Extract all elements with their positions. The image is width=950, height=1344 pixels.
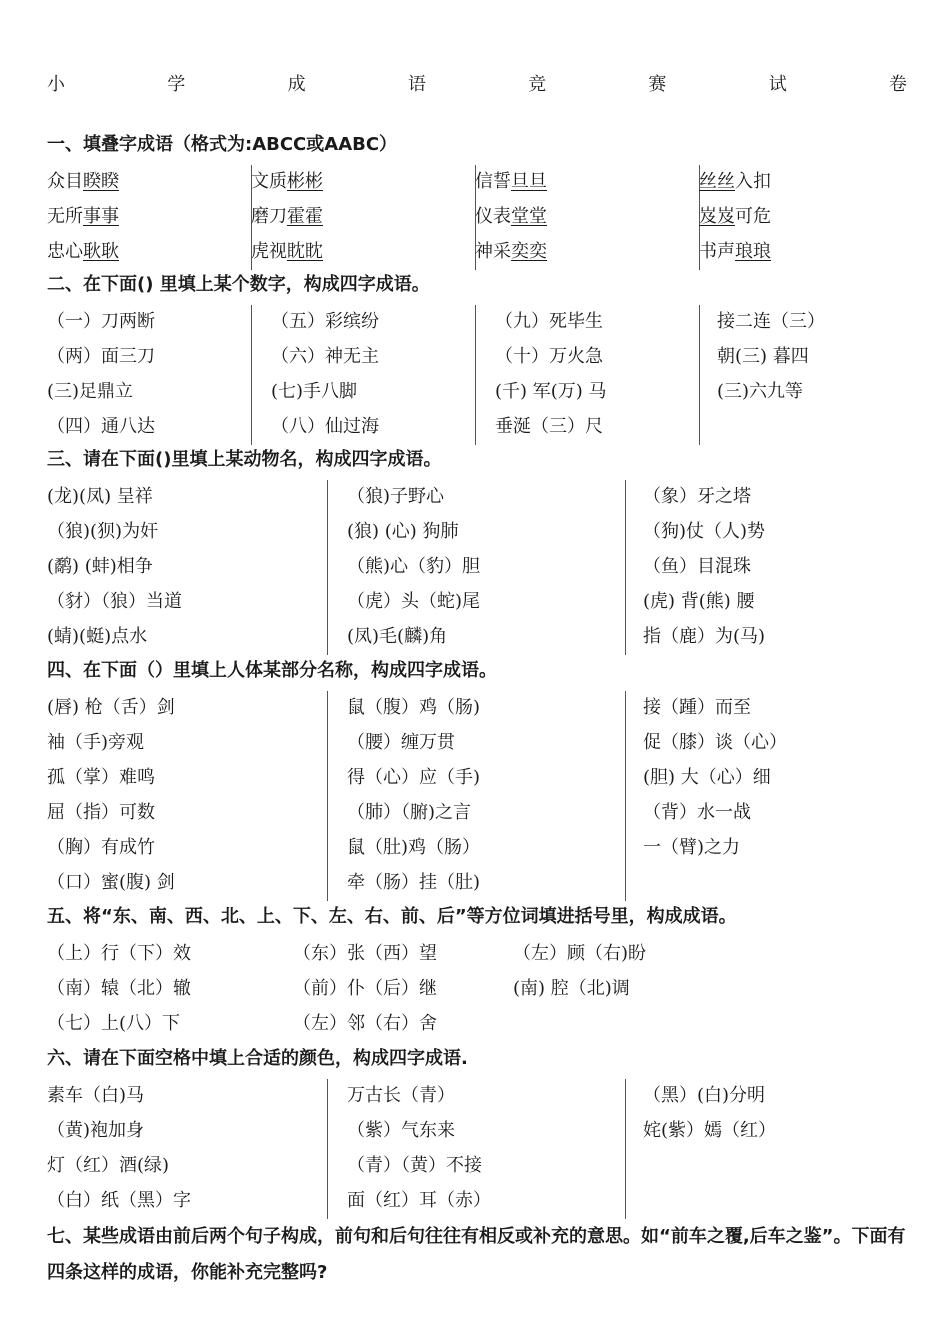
idiom-item: 灯（红）酒(绿) — [47, 1155, 170, 1176]
column-divider — [625, 1079, 626, 1219]
idiom-item: （两）面三刀 — [47, 346, 155, 367]
idiom-item — [475, 202, 547, 228]
column-divider — [327, 480, 328, 655]
idiom-item: （九）死毕生 — [495, 311, 603, 332]
idiom-item — [699, 167, 771, 193]
section-2-heading: 二、在下面() 里填上某个数字，构成四字成语。 — [47, 274, 430, 295]
section-7-instructions: 七、某些成语由前后两个句子构成，前句和后句往往有相反或补充的意思。如“前车之覆,后车之鉴”。下面有四条这样的成语，你能补充完整吗? — [47, 1226, 906, 1283]
idiom-text: 神采 — [475, 241, 511, 262]
idiom-item: 素车（白)马 — [47, 1085, 145, 1106]
answer-fill: 事事 — [83, 206, 119, 227]
idiom-item: （鱼）目混珠 — [643, 556, 751, 577]
idiom-item — [47, 202, 119, 228]
column-divider — [327, 1079, 328, 1219]
answer-fill: 岌岌 — [699, 206, 735, 227]
idiom-item: （腰）缠万贯 — [347, 732, 455, 753]
idiom-text: 众目 — [47, 171, 83, 192]
answer-fill: 耿耿 — [83, 241, 119, 262]
idiom-item: （五）彩缤纷 — [271, 311, 379, 332]
idiom-item: 一（臂)之力 — [643, 837, 741, 858]
idiom-item — [475, 237, 547, 263]
title-char: 小 — [47, 74, 65, 95]
column-divider — [475, 305, 476, 445]
idiom-item: （十）万火急 — [495, 346, 603, 367]
idiom-item — [475, 167, 547, 193]
column-divider — [251, 305, 252, 445]
idiom-item: （背）水一战 — [643, 802, 751, 823]
idiom-text: 信誓 — [475, 171, 511, 192]
answer-fill: 睽睽 — [83, 171, 119, 192]
section-5-heading: 五、将“东、南、西、北、上、下、左、右、前、后”等方位词填进括号里，构成成语。 — [47, 906, 737, 927]
idiom-item: 袖（手)旁观 — [47, 732, 145, 753]
idiom-item: （前）仆（后）继 — [293, 978, 437, 999]
idiom-item: 得（心）应（手) — [347, 767, 481, 788]
idiom-item: (七)手八脚 — [271, 381, 358, 402]
idiom-item: 牵（肠）挂（肚) — [347, 872, 481, 893]
paper-title — [47, 70, 907, 98]
idiom-item: （象）牙之塔 — [643, 486, 751, 507]
idiom-item — [699, 202, 771, 228]
idiom-item: （黑）(白)分明 — [643, 1085, 766, 1106]
idiom-item: （东）张（西）望 — [293, 943, 437, 964]
title-char: 竞 — [528, 74, 547, 95]
title-char: 成 — [287, 74, 306, 95]
answer-fill: 琅琅 — [735, 241, 771, 262]
idiom-item: （紫）气东来 — [347, 1120, 455, 1141]
idiom-item: （青）（黄）不接 — [347, 1155, 482, 1176]
idiom-item: 接（踵）而至 — [643, 697, 751, 718]
answer-fill: 旦旦 — [511, 171, 547, 192]
idiom-item: （八）仙过海 — [271, 416, 379, 437]
idiom-item: （七）上(八）下 — [47, 1013, 181, 1034]
idiom-item: 面（红）耳（赤） — [347, 1190, 491, 1211]
answer-fill: 眈眈 — [287, 241, 323, 262]
idiom-item — [251, 167, 323, 193]
idiom-item: （肺）（腑)之言 — [347, 802, 472, 823]
idiom-item: 促（膝）谈（心） — [643, 732, 787, 753]
idiom-item — [251, 202, 323, 228]
idiom-item: (南) 腔（北)调 — [513, 978, 630, 999]
idiom-item: 屈（指）可数 — [47, 802, 155, 823]
idiom-item: 孤（掌）难鸣 — [47, 767, 155, 788]
idiom-item: （左）邻（右）舍 — [293, 1013, 437, 1034]
idiom-item: (龙)(凤) 呈祥 — [47, 486, 153, 507]
idiom-item: （上）行（下）效 — [47, 943, 191, 964]
idiom-item: （虎）头（蛇)尾 — [347, 591, 481, 612]
idiom-item: (胆) 大（心）细 — [643, 767, 771, 788]
idiom-item — [47, 237, 119, 263]
idiom-item — [47, 167, 119, 193]
title-char: 赛 — [648, 74, 667, 95]
section-4-heading: 四、在下面（）里填上人体某部分名称，构成四字成语。 — [47, 660, 497, 681]
idiom-item: （熊)心（豹）胆 — [347, 556, 481, 577]
idiom-text: 仪表 — [475, 206, 511, 227]
idiom-item: 垂涎（三）尺 — [495, 416, 603, 437]
idiom-item — [699, 237, 771, 263]
column-divider — [625, 480, 626, 655]
idiom-text: 文质 — [251, 171, 287, 192]
idiom-item: (唇) 枪（舌）剑 — [47, 697, 175, 718]
idiom-item: (千) 军(万) 马 — [495, 381, 607, 402]
idiom-item: （六）神无主 — [271, 346, 379, 367]
idiom-text: 可危 — [735, 206, 771, 227]
idiom-text: 无所 — [47, 206, 83, 227]
idiom-item: (三)六九等 — [717, 381, 804, 402]
answer-fill: 堂堂 — [511, 206, 547, 227]
title-char: 试 — [768, 74, 787, 95]
idiom-item: （白）纸（黑）字 — [47, 1190, 191, 1211]
idiom-item: 朝(三) 暮四 — [717, 346, 809, 367]
title-char: 学 — [167, 74, 186, 95]
idiom-item: （口）蜜(腹) 剑 — [47, 872, 175, 893]
idiom-item: (三)足鼎立 — [47, 381, 134, 402]
idiom-item: (狼) (心) 狗肺 — [347, 521, 459, 542]
idiom-text: 入扣 — [735, 171, 771, 192]
idiom-item: （豺）（狼）当道 — [47, 591, 182, 612]
column-divider — [699, 305, 700, 445]
idiom-item: 指（鹿）为(马) — [643, 626, 766, 647]
answer-fill: 彬彬 — [287, 171, 323, 192]
idiom-item — [251, 237, 323, 263]
idiom-text: 忠心 — [47, 241, 83, 262]
idiom-item: (虎) 背(熊) 腰 — [643, 591, 755, 612]
column-divider — [625, 691, 626, 901]
idiom-item: 万古长（青） — [347, 1085, 455, 1106]
idiom-item: (凤)毛(麟)角 — [347, 626, 448, 647]
idiom-item: （一）刀两断 — [47, 311, 155, 332]
idiom-item: （狼)(狈)为奸 — [47, 521, 159, 542]
idiom-item: （南）辕（北）辙 — [47, 978, 191, 999]
idiom-item: （左）顾（右)盼 — [513, 943, 647, 964]
idiom-item: （胸）有成竹 — [47, 837, 155, 858]
idiom-item: (蜻)(蜓)点水 — [47, 626, 148, 647]
title-char: 卷 — [888, 74, 907, 95]
idiom-item: （黄)袍加身 — [47, 1120, 145, 1141]
idiom-item: （四）通八达 — [47, 416, 155, 437]
section-3-heading: 三、请在下面()里填上某动物名，构成四字成语。 — [47, 449, 442, 470]
idiom-text: 磨刀 — [251, 206, 287, 227]
idiom-item: （狼)子野心 — [347, 486, 445, 507]
idiom-text: 虎视 — [251, 241, 287, 262]
idiom-item: 鼠（肚)鸡（肠） — [347, 837, 481, 858]
answer-fill: 奕奕 — [511, 241, 547, 262]
idiom-text: 书声 — [699, 241, 735, 262]
idiom-item: 接二连（三） — [717, 311, 825, 332]
column-divider — [327, 691, 328, 901]
answer-fill: 霍霍 — [287, 206, 323, 227]
section-6-heading: 六、请在下面空格中填上合适的颜色，构成四字成语. — [47, 1048, 468, 1069]
idiom-item: 鼠（腹）鸡（肠) — [347, 697, 481, 718]
idiom-item: (鹬) (蚌)相争 — [47, 556, 153, 577]
title-char: 语 — [407, 74, 426, 95]
answer-fill: 丝丝 — [699, 171, 735, 192]
section-1-heading: 一、填叠字成语（格式为:ABCC或AABC） — [47, 134, 398, 155]
idiom-item: （狗)仗（人)势 — [643, 521, 766, 542]
idiom-item: 姹(紫）嫣（红） — [643, 1120, 777, 1141]
